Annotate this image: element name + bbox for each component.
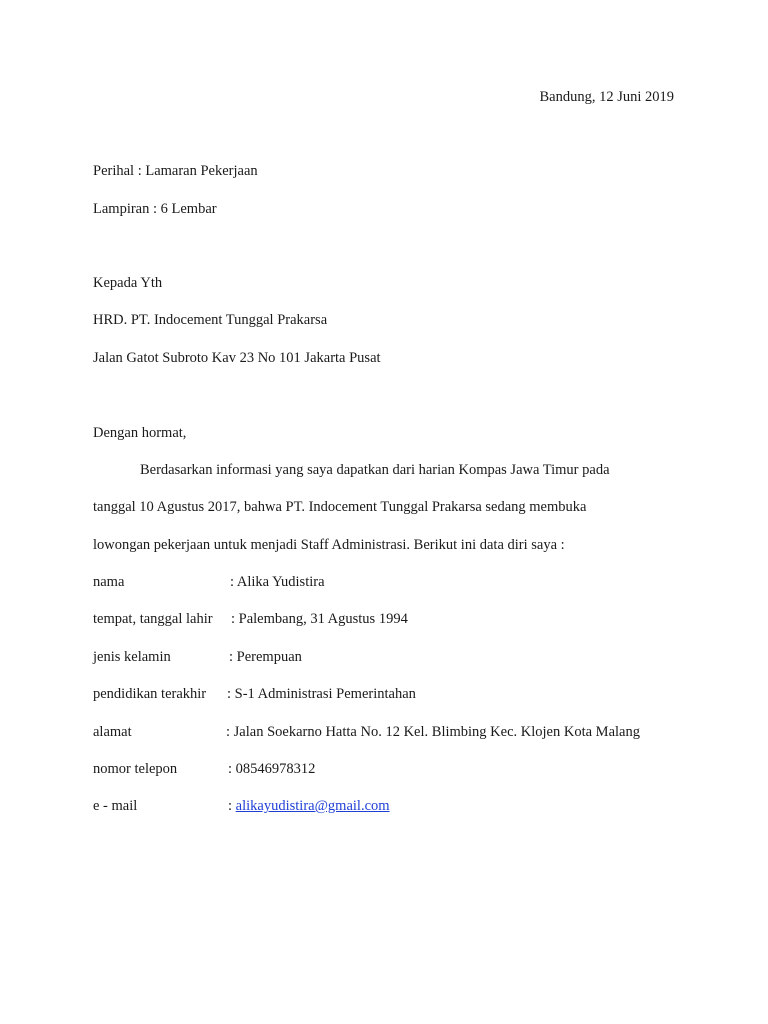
data-value: : Jalan Soekarno Hatta No. 12 Kel. Blimbing Kec. Klojen Kota Malang <box>226 724 640 740</box>
data-value: : Palembang, 31 Agustus 1994 <box>231 611 408 627</box>
email-colon: : <box>228 798 236 814</box>
data-label: nama <box>93 574 125 590</box>
data-value: : 08546978312 <box>228 761 316 777</box>
data-value-email <box>228 797 390 815</box>
body-line: tanggal 10 Agustus 2017, bahwa PT. Indocement Tunggal Prakarsa sedang membuka <box>93 499 587 515</box>
data-value: : Perempuan <box>229 649 302 665</box>
body-line: Berdasarkan informasi yang saya dapatkan dari harian Kompas Jawa Timur pada <box>140 462 610 478</box>
body-line: lowongan pekerjaan untuk menjadi Staff Administrasi. Berikut ini data diri saya : <box>93 537 565 553</box>
data-label: tempat, tanggal lahir <box>93 611 213 627</box>
data-label: nomor telepon <box>93 761 178 777</box>
email-link[interactable]: alikayudistira@gmail.com <box>235 798 390 814</box>
salutation: Dengan hormat, <box>93 425 187 441</box>
recipient-address: Jalan Gatot Subroto Kav 23 No 101 Jakarta Pusat <box>93 350 381 366</box>
letter-date: Bandung, 12 Juni 2019 <box>539 89 674 105</box>
letter-subject: Perihal : Lamaran Pekerjaan <box>93 163 258 179</box>
letter-attachment: Lampiran : 6 Lembar <box>93 201 217 217</box>
data-value: : S-1 Administrasi Pemerintahan <box>227 686 416 702</box>
recipient-company: HRD. PT. Indocement Tunggal Prakarsa <box>93 312 328 328</box>
data-label: e - mail <box>93 798 138 814</box>
data-label: pendidikan terakhir <box>93 686 207 702</box>
data-value: : Alika Yudistira <box>230 574 325 590</box>
data-label: alamat <box>93 724 132 740</box>
data-label: jenis kelamin <box>93 649 171 665</box>
recipient-greeting: Kepada Yth <box>93 275 163 291</box>
